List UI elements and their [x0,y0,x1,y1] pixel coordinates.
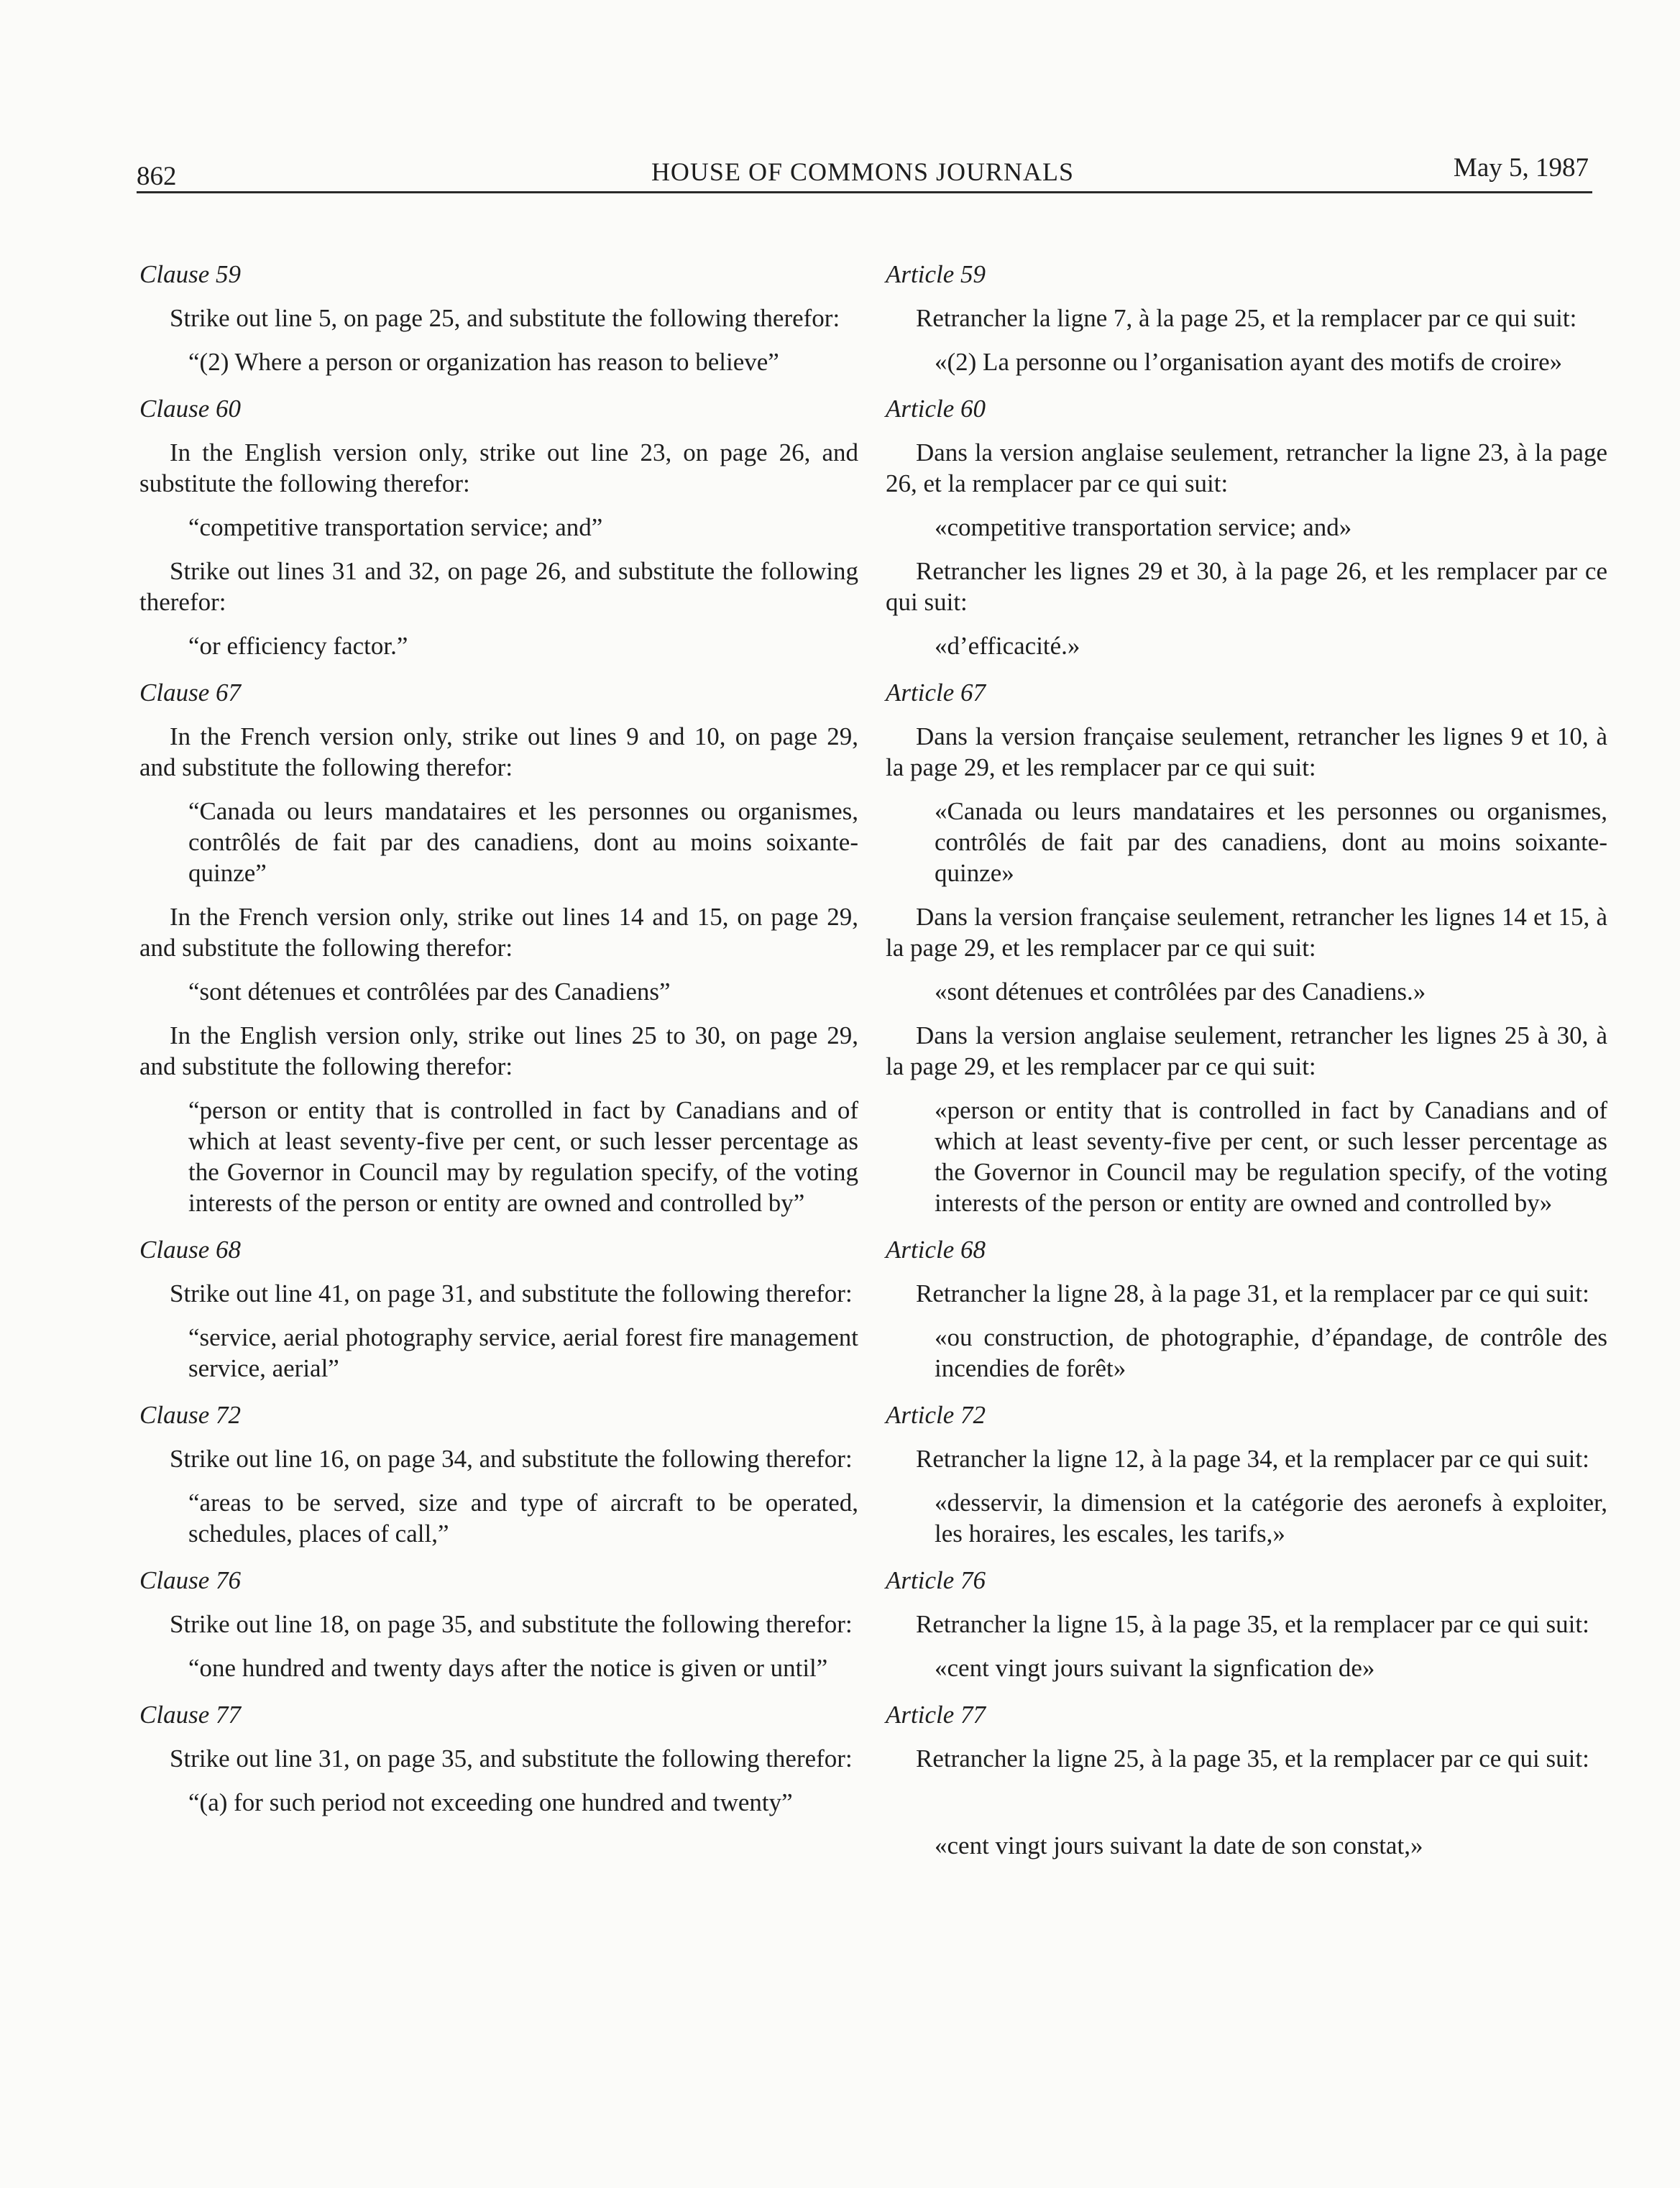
instruction-text: Retrancher la ligne 25, à la page 35, et la remplacer par ce qui suit: [916,1745,1589,1773]
instruction-text: In the French version only, strike out lines 14 and 15, on page 29, and substitute the following therefor: [139,903,858,962]
clause-heading: Clause 60 [139,395,241,423]
amendment-text: “one hundred and twenty days after the notice is given or until” [188,1654,828,1682]
article-heading: Article 76 [886,1566,986,1594]
journal-date: May 5, 1987 [1453,153,1589,183]
instruction-text: Dans la version anglaise seulement, retrancher la ligne 23, à la page 26, et la remplacer par ce qui suit: [886,438,1607,497]
amendment-text: “person or entity that is controlled in fact by Canadians and of which at least seventy-five per cent, or such lesser percentage as the Governor in Council may by regulation specify, of the voting interests of the person or entity are owned and controlled by” [188,1096,858,1217]
amendment-text: “sont détenues et contrôlées par des Canadiens” [188,978,671,1006]
amendment-text: «sont détenues et contrôlées par des Canadiens.» [935,978,1426,1006]
instruction-text: Dans la version française seulement, retrancher les lignes 9 et 10, à la page 29, et les remplacer par ce qui suit: [886,722,1607,781]
amendment-text: «ou construction, de photographie, d’épandage, de contrôle des incendies de forêt» [935,1323,1607,1382]
amendment-text: “(2) Where a person or organization has reason to believe” [188,348,779,376]
amendment-text: “competitive transportation service; and” [188,513,603,541]
instruction-text: Retrancher les lignes 29 et 30, à la page 26, et les remplacer par ce qui suit: [886,557,1607,616]
article-section [886,393,1607,661]
amendment-text: «(2) La personne ou l’organisation ayant des motifs de croire» [935,348,1563,376]
amendment-text: «Canada ou leurs mandataires et les personnes ou organismes, contrôlés de fait par des canadiens, dont au moins soixante-quinze» [935,797,1607,887]
instruction-text: Strike out line 41, on page 31, and substitute the following therefor: [170,1279,853,1307]
journal-title: HOUSE OF COMMONS JOURNALS [651,157,1075,186]
clause-heading: Clause 59 [139,260,241,288]
article-heading: Article 72 [886,1401,986,1429]
clause-heading: Clause 68 [139,1236,241,1264]
amendment-text: «person or entity that is controlled in fact by Canadians and of which at least seventy-five per cent, or such lesser percentage as the Governor in Council may be regulation specify, of the voting interests of the person or entity are owned and controlled by» [935,1096,1607,1217]
article-heading: Article 60 [886,395,986,423]
clause-heading: Clause 77 [139,1701,241,1729]
article-section [886,1565,1607,1683]
instruction-text: Retrancher la ligne 15, à la page 35, et la remplacer par ce qui suit: [916,1610,1589,1638]
instruction-text: Retrancher la ligne 12, à la page 34, et la remplacer par ce qui suit: [916,1445,1589,1473]
instruction-text: Strike out line 16, on page 34, and substitute the following therefor: [170,1445,853,1473]
english-column [139,259,858,1834]
spacer [886,1787,1607,1830]
instruction-text: Strike out line 18, on page 35, and substitute the following therefor: [170,1610,853,1638]
clause-section [139,259,858,377]
page-number: 862 [137,162,177,191]
clause-section [139,1699,858,1818]
clause-section [139,677,858,1218]
french-column [886,259,1607,1877]
article-heading: Article 68 [886,1236,986,1264]
amendment-text: “(a) for such period not exceeding one hundred and twenty” [188,1788,793,1816]
clause-heading: Clause 72 [139,1401,241,1429]
instruction-text: Strike out line 31, on page 35, and substitute the following therefor: [170,1745,853,1773]
amendment-text: «d’efficacité.» [935,632,1080,660]
article-section [886,1699,1607,1861]
article-heading: Article 77 [886,1701,986,1729]
instruction-text: Retrancher la ligne 7, à la page 25, et la remplacer par ce qui suit: [916,304,1577,332]
instruction-text: Strike out line 5, on page 25, and substitute the following therefor: [170,304,840,332]
page-header [137,152,1589,193]
article-heading: Article 59 [886,260,986,288]
instruction-text: Dans la version anglaise seulement, retrancher les lignes 25 à 30, à la page 29, et les remplacer par ce qui suit: [886,1021,1607,1080]
clause-section [139,1565,858,1683]
header-rule [137,191,1592,193]
clause-heading: Clause 76 [139,1566,241,1594]
article-heading: Article 67 [886,679,986,707]
amendment-text: “Canada ou leurs mandataires et les personnes ou organismes, contrôlés de fait par des canadiens, dont au moins soixante-quinze” [188,797,858,887]
amendment-text: «cent vingt jours suivant la date de son constat,» [935,1831,1423,1860]
article-section [886,259,1607,377]
amendment-text: «cent vingt jours suivant la signfication de» [935,1654,1375,1682]
instruction-text: Retrancher la ligne 28, à la page 31, et la remplacer par ce qui suit: [916,1279,1589,1307]
amendment-text: “areas to be served, size and type of aircraft to be operated, schedules, places of call,” [188,1489,858,1548]
instruction-text: In the English version only, strike out line 23, on page 26, and substitute the following therefor: [139,438,858,497]
amendment-text: “service, aerial photography service, aerial forest fire management service, aerial” [188,1323,858,1382]
amendment-text: “or efficiency factor.” [188,632,408,660]
article-section [886,1234,1607,1384]
instruction-text: Strike out lines 31 and 32, on page 26, and substitute the following therefor: [139,557,858,616]
clause-heading: Clause 67 [139,679,241,707]
article-section [886,677,1607,1218]
instruction-text: Dans la version française seulement, retrancher les lignes 14 et 15, à la page 29, et les remplacer par ce qui suit: [886,903,1607,962]
instruction-text: In the French version only, strike out lines 9 and 10, on page 29, and substitute the following therefor: [139,722,858,781]
clause-section [139,393,858,661]
article-section [886,1399,1607,1549]
instruction-text: In the English version only, strike out lines 25 to 30, on page 29, and substitute the following therefor: [139,1021,858,1080]
clause-section [139,1399,858,1549]
amendment-text: «desservir, la dimension et la catégorie des aeronefs à exploiter, les horaires, les escales, les tarifs,» [935,1489,1607,1548]
clause-section [139,1234,858,1384]
amendment-text: «competitive transportation service; and» [935,513,1352,541]
